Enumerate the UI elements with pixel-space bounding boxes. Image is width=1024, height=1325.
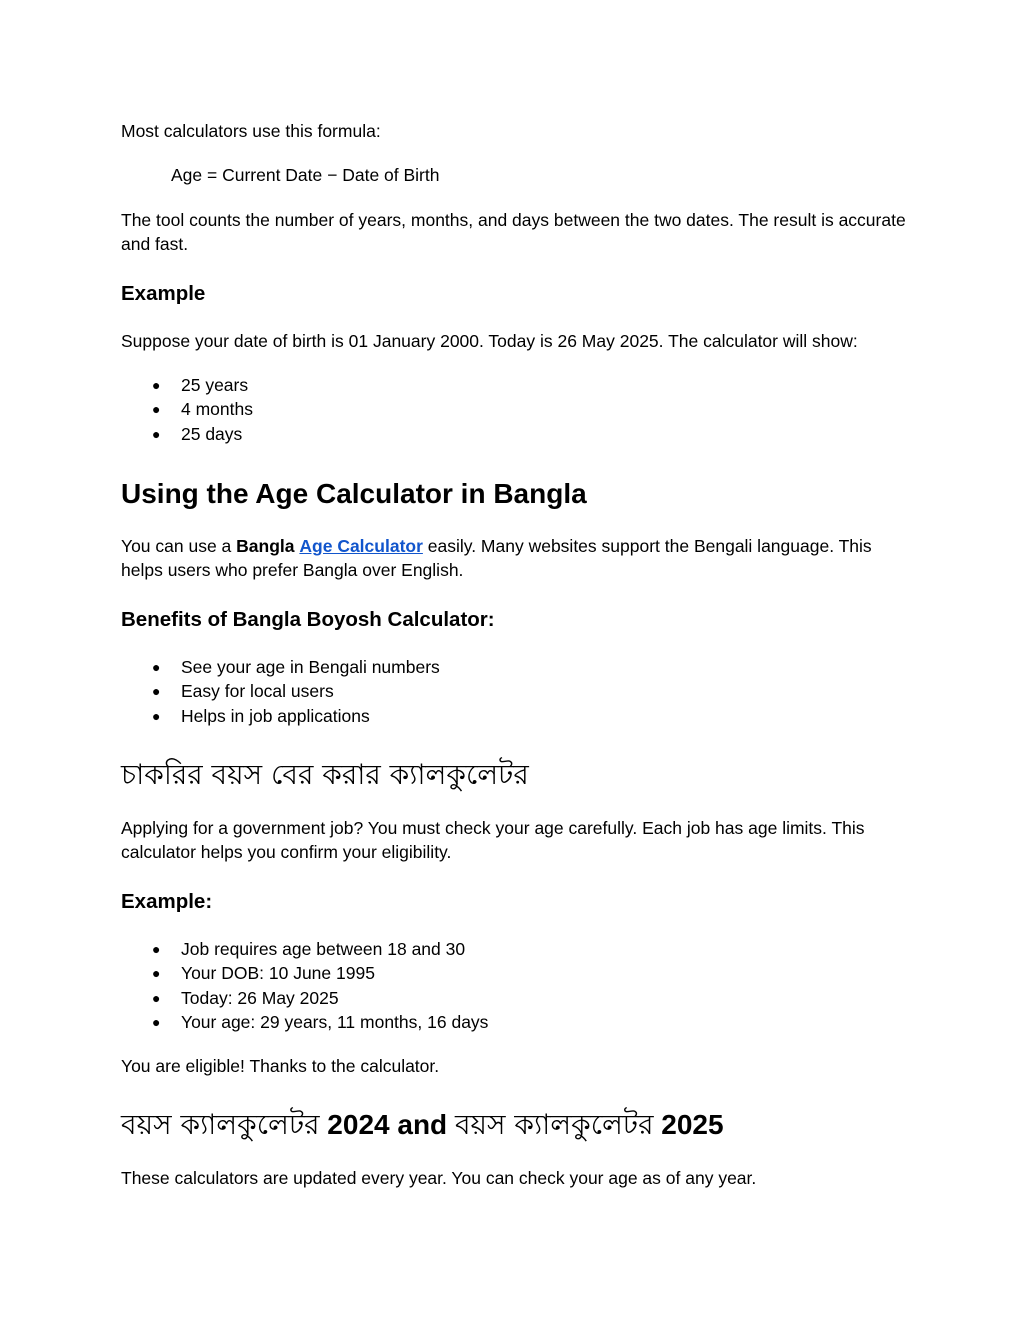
example-result-list	[121, 373, 911, 446]
job-example-heading: Example:	[121, 890, 213, 913]
bullet-icon: ●	[152, 965, 161, 982]
job-conclusion: You are eligible! Thanks to the calculator.	[121, 1056, 440, 1076]
list-item: ● Your age: 29 years, 11 months, 16 days	[121, 1010, 911, 1034]
list-item: ● See your age in Bengali numbers	[121, 655, 911, 679]
job-example-list	[121, 937, 911, 1034]
bullet-icon: ●	[152, 659, 161, 675]
example-heading: Example	[121, 282, 206, 305]
bullet-icon: ●	[152, 989, 161, 1006]
formula-explanation: The tool counts the number of years, months, and days between the two dates. The result is accurate and fast.	[121, 210, 906, 254]
list-item: ● Helps in job applications	[121, 704, 911, 728]
bullet-icon: ●	[152, 683, 161, 700]
list-item: ● Easy for local users	[121, 679, 911, 703]
formula-lead: Most calculators use this formula:	[121, 121, 381, 141]
year-section-heading: বয়স ক্যালকুলেটর 2024 and বয়স ক্যালকুলেটর 2025	[121, 1108, 724, 1141]
job-section-heading: চাকরির বয়স বের করার ক্যালকুলেটর	[121, 758, 529, 791]
bangla-section-text: You can use a Bangla Age Calculator easily. Many websites support the Bengali language. This helps users who prefer Bangla over English.	[121, 536, 872, 580]
list-item: ● 4 months	[121, 397, 911, 421]
bullet-icon: ●	[152, 941, 161, 957]
job-section-text: Applying for a government job? You must check your age carefully. Each job has age limits. This calculator helps you confirm your eligibility.	[121, 818, 865, 862]
list-item: ● 25 days	[121, 422, 911, 446]
list-item: ● 25 years	[121, 373, 911, 397]
bullet-icon: ●	[152, 425, 161, 442]
benefits-list	[121, 655, 911, 728]
year-section-text: These calculators are updated every year. You can check your age as of any year.	[121, 1168, 757, 1188]
list-item: ● Job requires age between 18 and 30	[121, 937, 911, 961]
bullet-icon: ●	[152, 377, 161, 393]
bangla-section-heading: Using the Age Calculator in Bangla	[121, 478, 587, 509]
bangla-bold-word: Bangla	[236, 536, 295, 556]
age-calculator-link[interactable]: Age Calculator	[299, 536, 423, 556]
bullet-icon: ●	[152, 401, 161, 418]
bullet-icon: ●	[152, 1013, 161, 1030]
formula: Age = Current Date − Date of Birth	[171, 165, 440, 185]
list-item: ● Today: 26 May 2025	[121, 986, 911, 1010]
benefits-heading: Benefits of Bangla Boyosh Calculator:	[121, 608, 495, 631]
example-text: Suppose your date of birth is 01 January 2000. Today is 26 May 2025. The calculator will show:	[121, 331, 858, 351]
bullet-icon: ●	[152, 707, 161, 724]
list-item: ● Your DOB: 10 June 1995	[121, 961, 911, 985]
